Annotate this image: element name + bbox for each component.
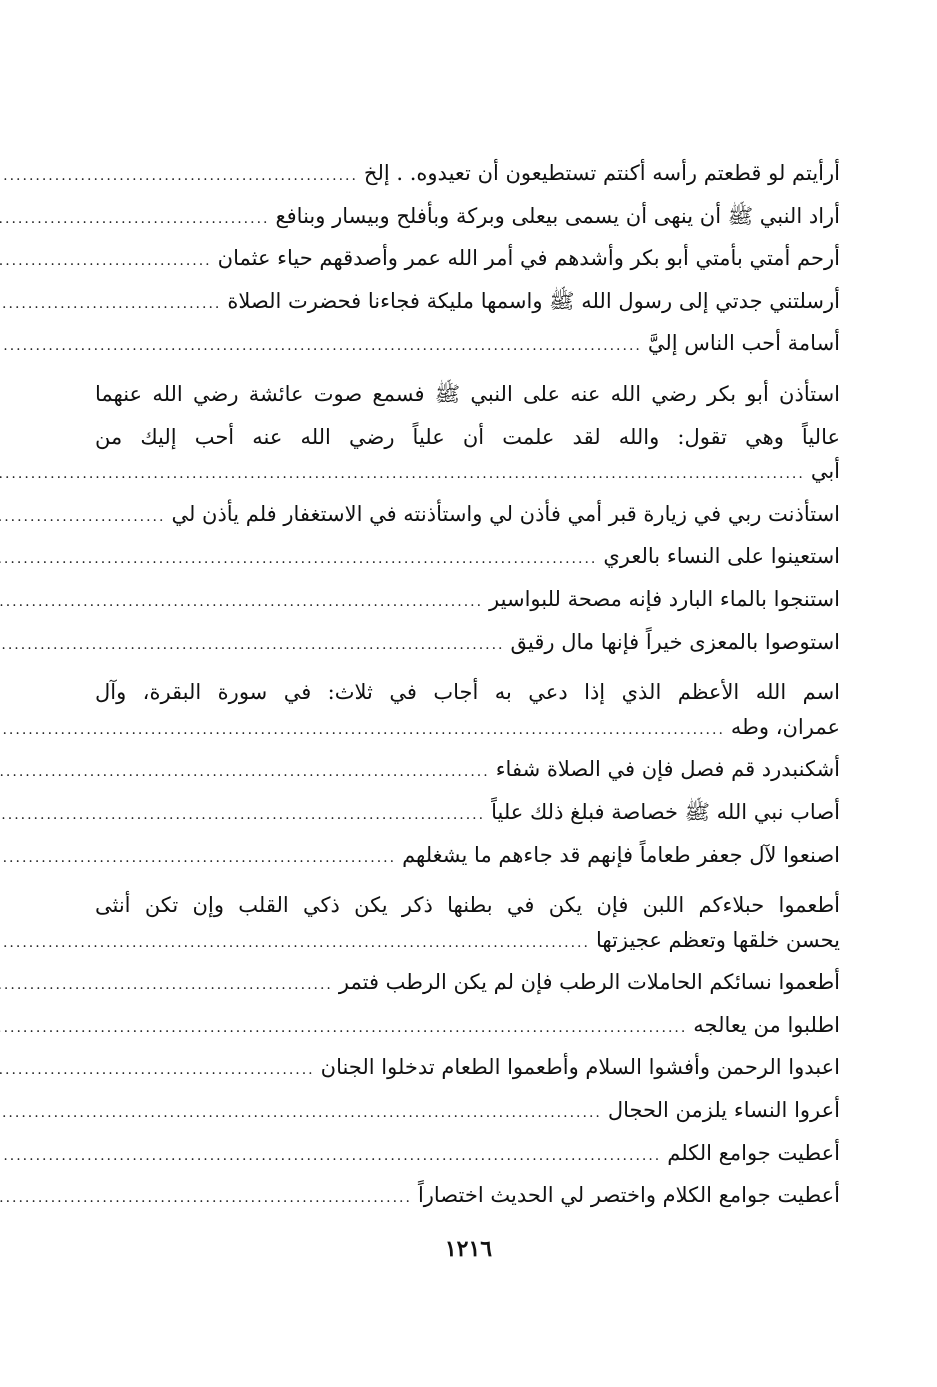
index-list xyxy=(95,160,840,1225)
index-entry xyxy=(95,160,840,203)
dot-leader xyxy=(0,637,505,653)
hadith-text: أرسلتني جدتي إلى رسول الله ﷺ واسمها مليكة فجاءنا فحضرت الصلاة xyxy=(227,288,840,313)
hadith-text: استنجوا بالماء البارد فإنه مصحة للبواسير xyxy=(489,586,840,611)
dot-leader xyxy=(0,338,642,354)
dot-leader xyxy=(0,253,212,269)
hadith-text: أعطيت جوامع الكلام واختصر لي الحديث اختصاراً xyxy=(417,1183,840,1208)
hadith-text: اصنعوا لآل جعفر طعاماً فإنهم قد جاءهم ما يشغلهم xyxy=(402,842,840,867)
entry-continuation-line: اسم الله الأعظم الذي إذا دعي به أجاب في ثلاث: في سورة البقرة، وآل xyxy=(95,680,840,705)
hadith-text: أشكنبدرد قم فصل فإن في الصلاة شفاء xyxy=(495,757,840,782)
dot-leader xyxy=(0,551,597,567)
dot-leader xyxy=(0,211,269,227)
dot-leader xyxy=(0,764,490,780)
dot-leader xyxy=(0,1148,661,1164)
hadith-text: أرحم أمتي بأمتي أبو بكر وأشدهم في أمر الله عمر وأصدقهم حياء عثمان xyxy=(217,246,840,271)
index-entry xyxy=(95,799,840,842)
dot-leader xyxy=(0,935,590,951)
index-entry xyxy=(95,1097,840,1140)
entry-continuation-line: استأذن أبو بكر رضي الله عنه على النبي ﷺ فسمع صوت عائشة رضي الله عنهما xyxy=(95,381,840,406)
hadith-text: أرأيتم لو قطعتم رأسه أكنتم تستطيعون أن تعيدوه. . إلخ xyxy=(363,161,840,185)
dot-leader xyxy=(0,296,221,312)
dot-leader xyxy=(0,594,483,610)
index-entry xyxy=(95,203,840,246)
index-entry xyxy=(95,1012,840,1055)
hadith-text: يحسن خلقها وتعظم عجيزتها xyxy=(595,927,840,952)
index-entry xyxy=(95,501,840,544)
hadith-text: استوصوا بالمعزى خيراً فإنها مال رقيق xyxy=(510,629,840,654)
hadith-text: أطعموا نسائكم الحاملات الرطب فإن لم يكن الرطب فتمر xyxy=(338,970,840,995)
index-entry xyxy=(95,1140,840,1183)
dot-leader xyxy=(0,1020,687,1036)
index-entry xyxy=(95,458,840,501)
hadith-text: أعطيت جوامع الكلم xyxy=(667,1140,840,1165)
hadith-text: اعبدوا الرحمن وأفشوا السلام وأطعموا الطعام تدخلوا الجنان xyxy=(320,1055,840,1080)
index-entry xyxy=(95,927,840,970)
index-entry xyxy=(95,543,840,586)
dot-leader xyxy=(0,1062,315,1078)
index-entry xyxy=(95,629,840,672)
hadith-text: أبي xyxy=(810,459,840,484)
dot-leader xyxy=(0,850,396,866)
hadith-text: اطلبوا من يعالجه xyxy=(693,1012,840,1037)
dot-leader xyxy=(0,807,485,823)
dot-leader xyxy=(0,466,805,482)
entry-continuation-line: عالياً وهي تقول: والله لقد علمت أن علياً رضي الله عنه أحب إليك من xyxy=(95,424,840,449)
index-entry xyxy=(95,714,840,757)
index-entry xyxy=(95,330,840,373)
dot-leader xyxy=(0,977,333,993)
hadith-text: أعروا النساء يلزمن الحجال xyxy=(607,1098,840,1123)
hadith-text: عمران، وطه xyxy=(730,714,840,739)
dot-leader xyxy=(0,168,358,184)
entry-continuation-line: أطعموا حبلاءكم اللبن فإن يكن في بطنها ذكر يكن ذكي القلب وإن تكن أنثى xyxy=(95,893,840,918)
hadith-text: استأذنت ربي في زيارة قبر أمي فأذن لي واستأذنته في الاستغفار فلم يأذن لي xyxy=(171,501,840,526)
index-entry xyxy=(95,969,840,1012)
hadith-text: أصاب نبي الله ﷺ خصاصة فبلغ ذلك علياً xyxy=(491,799,840,824)
hadith-text: أسامة أحب الناس إليَّ xyxy=(647,331,840,356)
hadith-text: استعينوا على النساء بالعري xyxy=(603,544,840,569)
dot-leader xyxy=(0,509,165,525)
page-number: ١٢١٦ xyxy=(444,1236,493,1262)
index-entry xyxy=(95,1182,840,1225)
hadith-text: أراد النبي ﷺ أن ينهى أن يسمى بيعلى وبركة وبأفلح وبيسار وبنافع xyxy=(275,203,840,228)
dot-leader xyxy=(0,722,725,738)
dot-leader xyxy=(0,1105,602,1121)
index-entry xyxy=(95,586,840,629)
index-entry xyxy=(95,1054,840,1097)
index-entry xyxy=(95,245,840,288)
dot-leader xyxy=(0,1190,412,1206)
index-entry xyxy=(95,288,840,331)
index-entry xyxy=(95,842,840,885)
index-entry xyxy=(95,756,840,799)
